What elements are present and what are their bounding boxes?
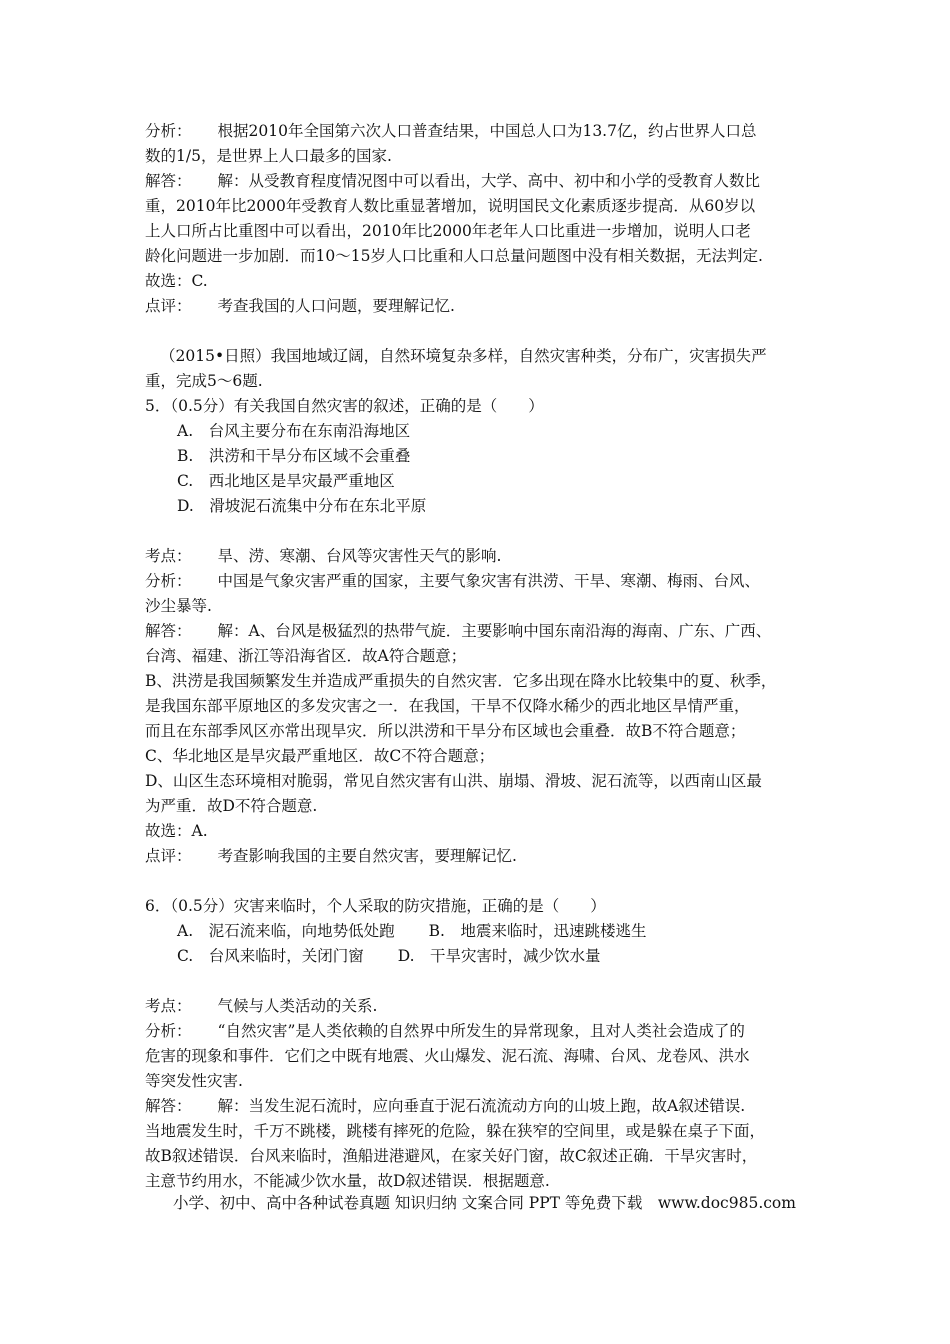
analysis-row: [145, 571, 760, 591]
point-label: 考点：: [145, 547, 192, 565]
question-6-option-c: C. 台风来临时，关闭门窗: [177, 947, 364, 965]
answer-text: 解：从受教育程度情况图中可以看出，大学、高中、初中和小学的受教育人数比: [217, 172, 761, 190]
answer-text: 解：A、台风是极猛烈的热带气旋．主要影响中国东南沿海的海南、广东、广西、: [217, 622, 772, 640]
question-5-option-a: A. 台风主要分布在东南沿海地区: [177, 422, 411, 440]
answer-text: 当地震发生时，千万不跳楼，跳楼有摔死的危险，躲在狭窄的空间里，或是躲在桌子下面，: [145, 1122, 766, 1140]
analysis-text: 根据2010年全国第六次人口普查结果，中国总人口为13.7亿，约占世界人口总: [217, 122, 757, 140]
question-5-stem: 5．（0.5分）有关我国自然灾害的叙述，正确的是（ ）: [145, 397, 544, 415]
answer-label: 解答：: [145, 172, 192, 190]
analysis-label: 分析：: [145, 572, 192, 590]
analysis-label: 分析：: [145, 1022, 192, 1040]
answer-text: 台湾、福建、浙江等沿海省区．故A符合题意；: [145, 647, 467, 665]
answer-label: 解答：: [145, 1097, 192, 1115]
point-label: 考点：: [145, 997, 192, 1015]
answer-text: B、洪涝是我国频繁发生并造成严重损失的自然灾害．它多出现在降水比较集中的夏、秋季，: [145, 672, 777, 690]
answer-text: 上人口所占比重图中可以看出，2010年比2000年老年人口比重进一步增加，说明人口老: [145, 222, 751, 240]
analysis-text: 数的1/5，是世界上人口最多的国家.: [145, 147, 392, 165]
answer-row: [145, 1096, 745, 1116]
answer-text: C、华北地区是旱灾最严重地区．故C不符合题意；: [145, 747, 495, 765]
choice-text: 故选：A.: [145, 822, 208, 840]
answer-text: D、山区生态环境相对脆弱，常见自然灾害有山洪、崩塌、滑坡、泥石流等，以西南山区最: [145, 772, 762, 790]
choice-text: 故选：C.: [145, 272, 208, 290]
answer-row: [145, 621, 771, 641]
question-6-options-row-1: [177, 921, 646, 941]
answer-text: 重，2010年比2000年受教育人数比重显著增加，说明国民文化素质逐步提高．从60岁以: [145, 197, 756, 215]
point-row: [145, 996, 377, 1016]
answer-text: 故B叙述错误．台风来临时，渔船进港避风，在家关好门窗，故C叙述正确．干旱灾害时，: [145, 1147, 758, 1165]
analysis-row: [145, 1021, 745, 1041]
answer-text: 而且在东部季风区亦常出现旱灾．所以洪涝和干旱分布区域也会重叠．故B不符合题意；: [145, 722, 746, 740]
point-text: 气候与人类活动的关系.: [217, 997, 378, 1015]
point-text: 旱、涝、寒潮、台风等灾害性天气的影响.: [217, 547, 502, 565]
answer-text: 龄化问题进一步加剧．而10～15岁人口比重和人口总量问题图中没有相关数据，无法判定.: [145, 247, 763, 265]
comment-label: 点评：: [145, 297, 192, 315]
answer-text: 解：当发生泥石流时，应向垂直于泥石流流动方向的山坡上跑，故A叙述错误.: [217, 1097, 746, 1115]
analysis-text: 等突发性灾害.: [145, 1072, 243, 1090]
question-6-option-d: D. 干旱灾害时，减少饮水量: [397, 947, 601, 965]
analysis-text: 沙尘暴等.: [145, 597, 212, 615]
answer-text: 是我国东部平原地区的多发灾害之一．在我国，干旱不仅降水稀少的西北地区旱情严重，: [145, 697, 750, 715]
question-5-option-b: B. 洪涝和干旱分布区域不会重叠: [177, 447, 411, 465]
question-6-stem: 6．（0.5分）灾害来临时，个人采取的防灾措施，正确的是（ ）: [145, 897, 606, 915]
answer-row: [145, 171, 760, 191]
comment-text: 考查影响我国的主要自然灾害，要理解记忆.: [217, 847, 517, 865]
analysis-text: 中国是气象灾害严重的国家，主要气象灾害有洪涝、干旱、寒潮、梅雨、台风、: [217, 572, 761, 590]
question-6-option-a: A. 泥石流来临，向地势低处跑: [177, 922, 395, 940]
comment-row: [145, 296, 455, 316]
answer-text: 为严重．故D不符合题意.: [145, 797, 318, 815]
answer-text: 主意节约用水，不能减少饮水量，故D叙述错误．根据题意.: [145, 1172, 550, 1190]
intro-text: 重，完成5～6题.: [145, 372, 263, 390]
analysis-row: [145, 121, 756, 141]
comment-row: [145, 846, 517, 866]
analysis-label: 分析：: [145, 122, 192, 140]
analysis-text: 危害的现象和事件．它们之中既有地震、火山爆发、泥石流、海啸、台风、龙卷风、洪水: [145, 1047, 750, 1065]
comment-text: 考查我国的人口问题，要理解记忆.: [217, 297, 455, 315]
intro-text: （2015•日照）我国地域辽阔，自然环境复杂多样，自然灾害种类，分布广，灾害损失严: [160, 347, 767, 365]
comment-label: 点评：: [145, 847, 192, 865]
question-6-options-row-2: [177, 946, 601, 966]
analysis-text: “自然灾害”是人类依赖的自然界中所发生的异常现象，且对人类社会造成了的: [217, 1022, 745, 1040]
question-5-option-c: C. 西北地区是旱灾最严重地区: [177, 472, 395, 490]
point-row: [145, 546, 501, 566]
question-5-option-d: D. 滑坡泥石流集中分布在东北平原: [177, 497, 427, 515]
answer-label: 解答：: [145, 622, 192, 640]
page-footer: 小学、初中、高中各种试卷真题 知识归纳 文案合同 PPT 等免费下载 www.doc985.com: [173, 1194, 796, 1212]
question-6-option-b: B. 地震来临时，迅速跳楼逃生: [428, 922, 647, 940]
